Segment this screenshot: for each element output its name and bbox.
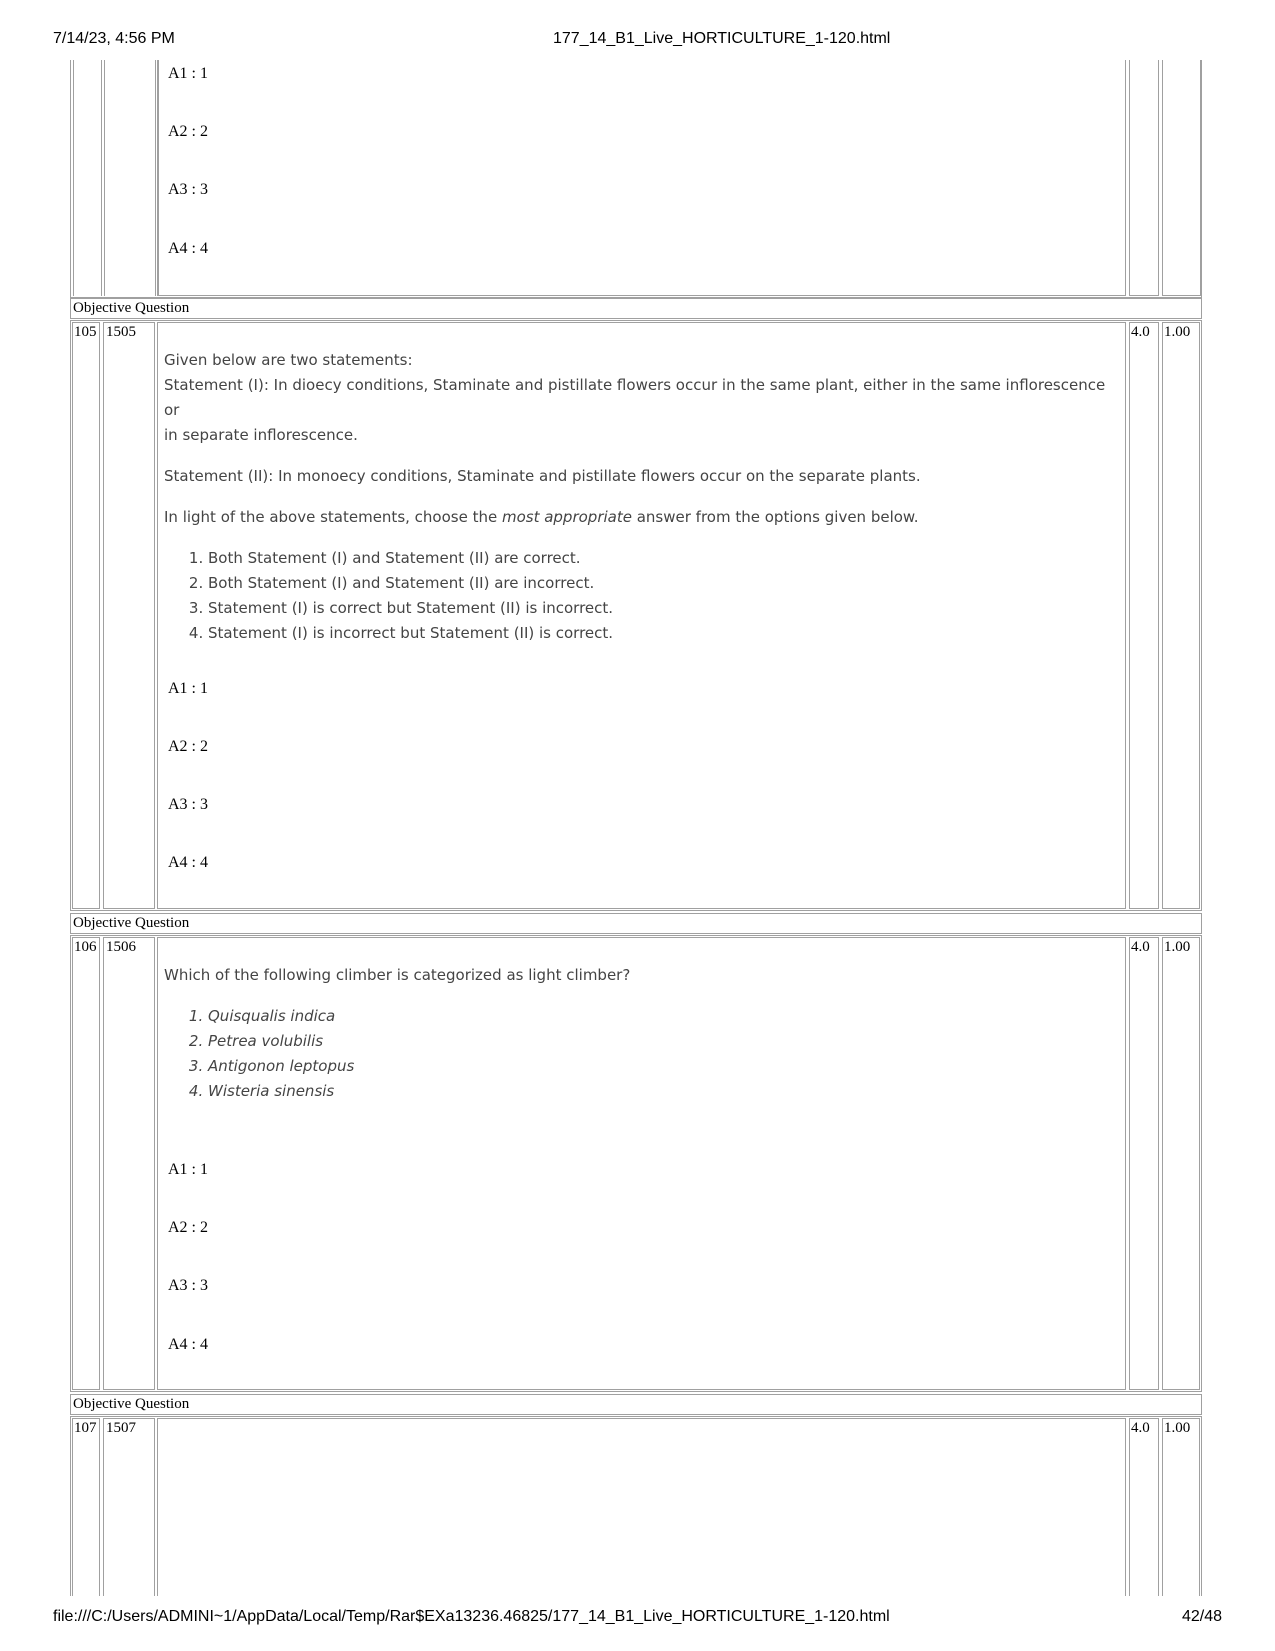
negative-marks: 1.00 [1164, 1420, 1191, 1436]
print-datetime: 7/14/23, 4:56 PM [53, 30, 175, 47]
answer-4: A4 : 4 [168, 1336, 208, 1353]
file-path: file:///C:/Users/ADMINI~1/AppData/Local/Temp/Rar$EXa13236.46825/177_14_B1_Live_HORTICULTURE_1-120.html [53, 1608, 890, 1625]
serial-number: 106 [74, 939, 97, 955]
prev-answer-3: A3 : 3 [168, 181, 208, 198]
answer-3: A3 : 3 [168, 796, 208, 813]
option-3: 3. Statement (I) is correct but Statement (II) is incorrect. [208, 596, 1114, 621]
answer-1: A1 : 1 [168, 1161, 208, 1178]
option-4: 4. Wisteria sinensis [208, 1079, 1114, 1104]
statement-1-line-1: Statement (I): In dioecy conditions, Staminate and pistillate flowers occur in the same plant, either in the same inflorescence or [164, 376, 1106, 419]
question-type-label: Objective Question [70, 1394, 1202, 1415]
question-type-label: Objective Question [70, 298, 1202, 319]
option-4: 4. Statement (I) is incorrect but Statement (II) is correct. [208, 621, 1114, 646]
question-id: 1507 [106, 1420, 136, 1436]
prev-answer-1: A1 : 1 [168, 65, 208, 82]
negative-marks: 1.00 [1164, 324, 1191, 340]
answer-2: A2 : 2 [168, 1219, 208, 1236]
option-3: 3. Antigonon leptopus [208, 1054, 1114, 1079]
option-1: 1. Quisqualis indica [208, 1004, 1114, 1029]
option-list [164, 1004, 1114, 1104]
serial-number: 105 [74, 324, 97, 340]
question-id: 1505 [106, 324, 136, 340]
prev-answer-4: A4 : 4 [168, 240, 208, 257]
option-2: 2. Both Statement (I) and Statement (II) are incorrect. [208, 571, 1114, 596]
serial-number: 107 [74, 1420, 97, 1436]
question-id: 1506 [106, 939, 136, 955]
negative-marks: 1.00 [1164, 939, 1191, 955]
prev-answer-2: A2 : 2 [168, 123, 208, 140]
instruction: In light of the above statements, choose the most appropriate answer from the options given below. [164, 508, 919, 526]
question-intro: Given below are two statements: [164, 351, 413, 369]
question-text [164, 348, 1114, 646]
question-type-label: Objective Question [70, 913, 1202, 934]
page-number: 42/48 [1182, 1608, 1223, 1625]
marks: 4.0 [1131, 1420, 1150, 1436]
statement-2: Statement (II): In monoecy conditions, Staminate and pistillate flowers occur on the separate plants. [164, 467, 921, 485]
option-list [164, 546, 1114, 646]
option-2: 2. Petrea volubilis [208, 1029, 1114, 1054]
answer-1: A1 : 1 [168, 680, 208, 697]
question-text [164, 963, 1114, 1104]
option-1: 1. Both Statement (I) and Statement (II) are correct. [208, 546, 1114, 571]
answer-4: A4 : 4 [168, 854, 208, 871]
document-title: 177_14_B1_Live_HORTICULTURE_1-120.html [553, 30, 891, 47]
question-stem: Which of the following climber is categorized as light climber? [164, 966, 631, 984]
statement-1-line-2: in separate inflorescence. [164, 426, 358, 444]
answer-3: A3 : 3 [168, 1277, 208, 1294]
answer-2: A2 : 2 [168, 738, 208, 755]
marks: 4.0 [1131, 939, 1150, 955]
marks: 4.0 [1131, 324, 1150, 340]
